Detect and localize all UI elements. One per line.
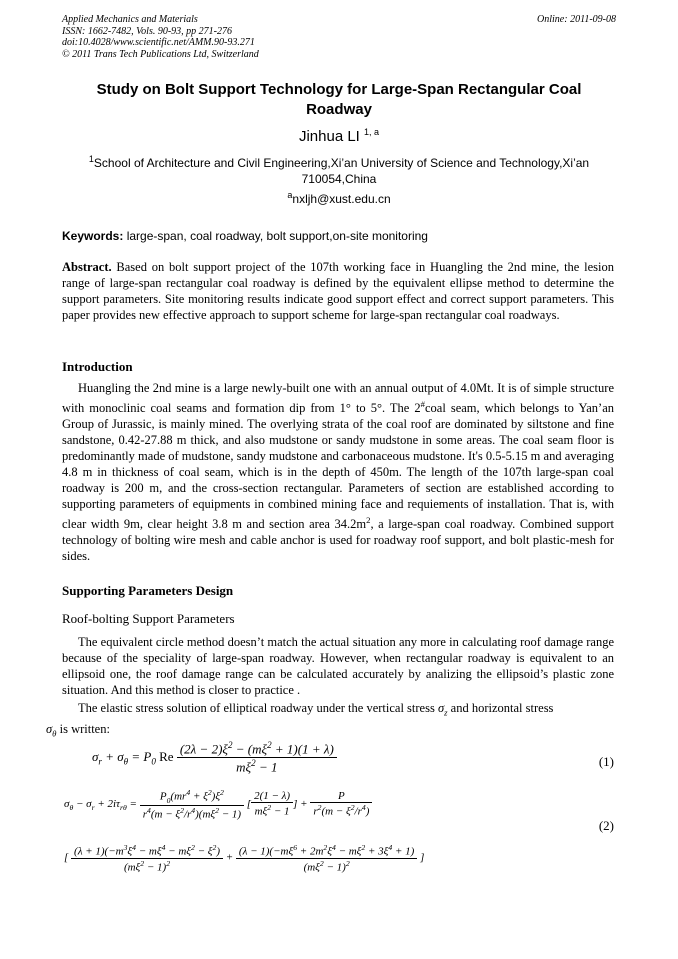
keywords-text: large-span, coal roadway, bolt support,on-site monitoring [126,229,428,243]
email [62,192,616,206]
design-text-b: and horizontal stress [450,701,554,715]
email-text: nxljh@xust.edu.cn [292,192,391,206]
equation-1-number: (1) [598,754,614,769]
design-text-c: is written: [59,721,110,736]
intro-text-a: Huangling the 2nd mine is a large newly-built one with an annual output of 4.0Mt. It is of simple structure with monoclinic coal seams and formation dip from 1° to 5°. The 2 [62,381,614,416]
introduction-heading: Introduction [62,359,133,374]
keywords [62,229,616,243]
abstract-text: Based on bolt support project of the 107th working face in Huangling the 2nd mine, the lesion range of large-span rectangular coal roadway is defined by the equivalent ellipse method to determine the support parameters. Site monitoring results indicate good support effect and correct support parameters. This paper provides new effective approach to support scheme for large-span rectangular coal roadways. [62,260,614,322]
abstract [62,259,614,323]
doi: doi:10.4028/www.scientific.net/AMM.90-93.271 [62,37,255,48]
email-sup: a [287,190,293,200]
design-subheading: Roof-bolting Support Parameters [62,611,235,626]
intro-text-b: coal seam, which belongs to Yan’an Group of Jurassic, is mainly mined. The overlying strata of the coal roof are dominated by siltstone and fine sandstone, 0.42-27.88 m thick, and also mudstone or sandy mudstone in some areas. The coal seam floor is predominantly made of mudstone, sandy mudstone and carbonaceous mudstone. It's 0.5-5.15 m and averaging 4.8 m in thickness of coal seam, which is in the depth of 450m. The length of the 107th large-span coal roadway is 200 m, and the cross-section rectangular. Parameters of section are established according to supporting parameters of equipments in combined mining face and requiements of installation. That is, with clear width 9m, clear height 3.8 m and section area 34.2m [62,401,614,532]
copyright: © 2011 Trans Tech Publications Ltd, Switzerland [62,48,259,60]
author [62,128,616,145]
issn: ISSN: 1662-7482, Vols. 90-93, pp 271-276 [62,25,232,37]
affiliation [62,155,616,187]
intro-sup2: 2 [366,515,371,526]
introduction-paragraph [62,380,614,564]
journal-name: Applied Mechanics and Materials [62,14,198,25]
equation-2: $\sigma_\theta - \sigma_r + 2i\tau_{r\theta}$ = $\frac{P_0(mr^4 + \xi^2)\xi^2}{r^4(m - \xi^2/r^4)(m\xi^2 - 1)}$ [ $\frac{2(1 - \lambda)}{m\xi^2 - 1}$ ] + $\frac{P}{r^2(m - \xi^2/r^4)}$ [64,788,372,821]
keywords-label: Keywords: [62,229,124,243]
author-name: Jinhua LI [298,128,360,145]
design-text-a: The elastic stress solution of elliptical roadway under the vertical stress [78,701,435,715]
online-date: Online: 2011-09-08 [537,14,616,25]
paper-title: Study on Bolt Support Technology for Large-Span Rectangular Coal Roadway [96,81,582,118]
design-paragraph-2: The elastic stress solution of elliptical roadway under the vertical stress $\sigma_z$ and horizontal stress $\sigma_\theta$ is written: [46,701,554,738]
equation-2-number: (2) [598,818,614,833]
intro-text-c: , a large-span coal roadway. Combined support technology of bolting wire mesh and cable anchor is used for roadway roof support, and bolt plastic-mesh for sides. [62,517,614,564]
affiliation-sup: 1 [88,154,94,164]
equation-2-continued: [ $\frac{(\lambda + 1)(-m^3\xi^4 - m\xi^4 - m\xi^2 - \xi^2)}{(m\xi^2 - 1)^2}$ + $\frac{(\lambda - 1)(-m\xi^6 + 2m^2\xi^4 - m\xi^2 + 3\xi^4 + 1)}{(m\xi^2 - 1)^2}$ ] [64,843,425,874]
author-sup: 1, a [364,127,380,137]
affiliation-text: School of Architecture and Civil Engineering,Xi’an University of Science and Technology,Xi’an 710054,China [93,156,590,186]
abstract-label: Abstract. [62,260,112,274]
journal-header [62,14,616,60]
intro-sup: # [420,399,425,409]
design-heading: Supporting Parameters Design [62,583,234,598]
equation-1: $\sigma_r + \sigma_\theta = P_0$ Re $\frac{(2\lambda - 2)\xi^2 - (m\xi^2 + 1)(1 + \lambda)}{m\xi^2 - 1}$ [92,740,337,776]
design-paragraph-1: The equivalent circle method doesn’t match the actual situation any more in calculating roof damage range because of the speciality of large-span roadway. However, when rectangular roadway is equivalent to an ellipsoid one, the roof damage range can be calculated accurately by analizing the ellipsoid’s plastic zone situation. And this method is closer to practice . [62,635,614,697]
